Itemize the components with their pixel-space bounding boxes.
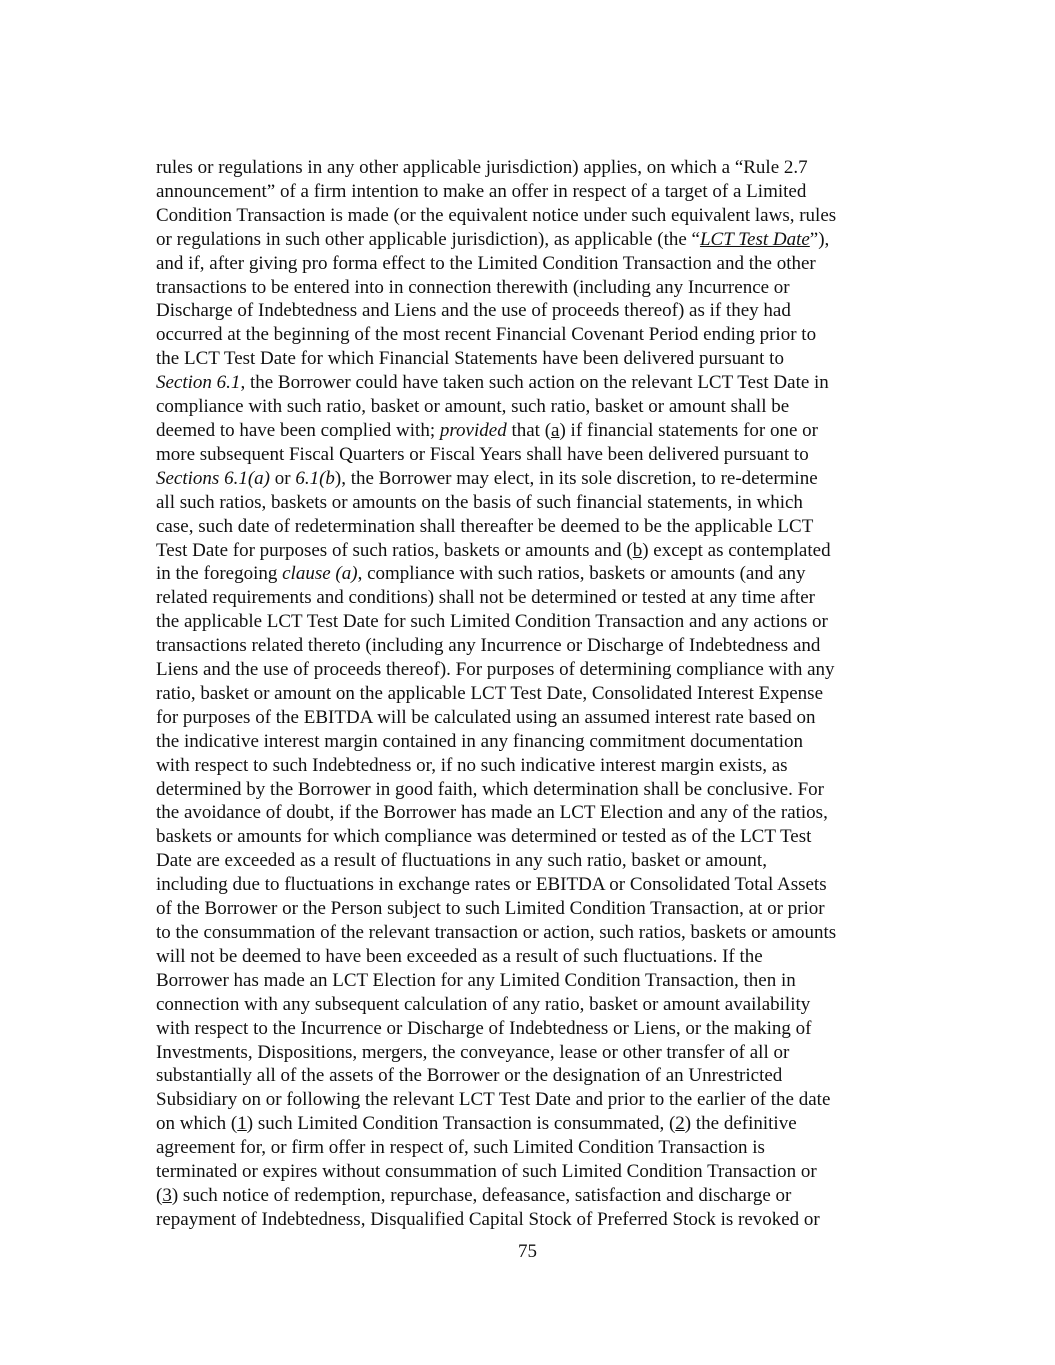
text-run: the applicable LCT Test Date for such Limited Condition Transaction and any actions or	[156, 611, 828, 633]
text-run: ) except as contemplated	[642, 539, 831, 561]
text-line	[156, 252, 916, 276]
text-line	[156, 443, 916, 467]
text-run: determined by the Borrower in good faith, which determination shall be conclusive. For	[156, 778, 824, 800]
text-line	[156, 801, 916, 825]
text-line	[156, 682, 916, 706]
text-run: transactions related thereto (including any Incurrence or Discharge of Indebtedness and	[156, 635, 821, 657]
text-run: related requirements and conditions) shall not be determined or tested at any time after	[156, 587, 815, 609]
text-run: connection with any subsequent calculation of any ratio, basket or amount availability	[156, 993, 811, 1015]
text-run: Condition Transaction is made (or the equivalent notice under such equivalent laws, rules	[156, 204, 837, 226]
text-line	[156, 969, 916, 993]
text-run: Subsidiary on or following the relevant LCT Test Date and prior to the earlier of the date	[156, 1089, 831, 1111]
text-run: ) the definitive	[684, 1113, 797, 1135]
text-line	[156, 347, 916, 371]
text-line	[156, 276, 916, 300]
text-run: the indicative interest margin contained in any financing commitment documentation	[156, 730, 804, 752]
text-run: including due to fluctuations in exchange rates or EBITDA or Consolidated Total Assets	[156, 874, 827, 896]
text-run: , the Borrower could have taken such action on the relevant LCT Test Date in	[240, 372, 829, 394]
text-line	[156, 658, 916, 682]
text-run: deemed to have been complied with;	[156, 419, 440, 441]
text-line	[156, 1041, 916, 1065]
text-run: Sections 6.1(a)	[156, 467, 270, 489]
text-line	[156, 1208, 916, 1232]
text-run: substantially all of the assets of the Borrower or the designation of an Unrestricted	[156, 1065, 783, 1087]
text-run: a	[551, 419, 560, 441]
text-run: terminated or expires without consummation of such Limited Condition Transaction or	[156, 1161, 817, 1183]
text-run: to the consummation of the relevant transaction or action, such ratios, baskets or amounts	[156, 922, 837, 943]
text-run: more subsequent Fiscal Quarters or Fiscal Years shall have been delivered pursuant to	[156, 443, 809, 465]
text-line	[156, 562, 916, 586]
text-line	[156, 754, 916, 778]
text-run: 2	[675, 1113, 685, 1135]
text-line	[156, 1064, 916, 1088]
text-line	[156, 1136, 916, 1160]
text-run: Test Date for purposes of such ratios, baskets or amounts and (	[156, 539, 633, 561]
text-run: b	[632, 539, 643, 561]
text-run: Section 6.1	[156, 372, 241, 394]
text-run: 1	[237, 1113, 247, 1135]
text-run: compliance with such ratio, basket or amount, such ratio, basket or amount shall be	[156, 396, 790, 418]
text-run: repayment of Indebtedness, Disqualified Capital Stock of Preferred Stock is revoked or	[156, 1208, 820, 1230]
text-line	[156, 921, 916, 945]
text-run: transactions to be entered into in connection therewith (including any Incurrence or	[156, 276, 790, 298]
text-line	[156, 299, 916, 323]
text-run: (	[156, 1184, 163, 1206]
text-line	[156, 873, 916, 897]
text-line	[156, 706, 916, 730]
text-line	[156, 204, 916, 228]
text-run: Borrower has made an LCT Election for any Limited Condition Transaction, then in	[156, 969, 796, 991]
text-run: Date are exceeded as a result of fluctuations in any such ratio, basket or amount,	[156, 850, 767, 872]
text-line	[156, 323, 916, 347]
text-run: ) such notice of redemption, repurchase, defeasance, satisfaction and discharge or	[171, 1184, 792, 1206]
text-run: announcement” of a firm intention to make an offer in respect of a target of a Limited	[156, 180, 807, 202]
text-line	[156, 1017, 916, 1041]
text-run: 3	[162, 1184, 172, 1206]
text-line	[156, 778, 916, 802]
text-line	[156, 395, 916, 419]
text-run: , compliance with such ratios, baskets or amounts (and any	[357, 563, 806, 585]
text-run: occurred at the beginning of the most recent Financial Covenant Period ending prior to	[156, 324, 817, 346]
text-line	[156, 228, 916, 252]
text-run: ) such Limited Condition Transaction is consummated, (	[246, 1113, 676, 1135]
text-run: or regulations in such other applicable jurisdiction), as applicable (the “	[156, 228, 700, 250]
text-run: the avoidance of doubt, if the Borrower has made an LCT Election and any of the ratios,	[156, 802, 828, 824]
text-run: Discharge of Indebtedness and Liens and the use of proceeds thereof) as if they had	[156, 300, 791, 322]
text-line	[156, 180, 916, 204]
text-line	[156, 610, 916, 634]
page-number: 75	[518, 1241, 537, 1262]
text-run: Liens and the use of proceeds thereof). For purposes of determining compliance with any	[156, 659, 835, 681]
text-run: ratio, basket or amount on the applicable LCT Test Date, Consolidated Interest Expense	[156, 682, 824, 704]
text-line	[156, 897, 916, 921]
text-line	[156, 849, 916, 873]
text-run: ”),	[809, 228, 830, 250]
text-run: for purposes of the EBITDA will be calculated using an assumed interest rate based on	[156, 706, 816, 728]
text-run: LCT Test Date	[699, 228, 810, 250]
text-line	[156, 467, 916, 491]
text-line	[156, 993, 916, 1017]
text-run: ), the Borrower may elect, in its sole discretion, to re-determine	[334, 467, 818, 489]
text-line	[156, 491, 916, 515]
text-run: ) if financial statements for one or	[559, 419, 818, 441]
text-run: or	[269, 467, 296, 489]
text-run: case, such date of redetermination shall thereafter be deemed to be the applicable LCT	[156, 515, 814, 537]
text-line	[156, 515, 916, 539]
text-line	[156, 419, 916, 443]
text-line	[156, 1088, 916, 1112]
text-line	[156, 730, 916, 754]
text-run: 6.1(b	[295, 467, 335, 489]
text-line	[156, 634, 916, 658]
text-run: agreement for, or firm offer in respect of, such Limited Condition Transaction is	[156, 1137, 765, 1159]
text-line	[156, 1112, 916, 1136]
text-run: and if, after giving pro forma effect to the Limited Condition Transaction and the other	[156, 252, 816, 274]
text-run: clause (a)	[282, 563, 358, 585]
text-run: baskets or amounts for which compliance was determined or tested as of the LCT Test	[156, 826, 812, 848]
text-run: on which (	[156, 1113, 238, 1135]
text-line	[156, 156, 916, 180]
text-line	[156, 371, 916, 395]
text-run: with respect to such Indebtedness or, if no such indicative interest margin exists, as	[156, 754, 788, 776]
text-run: the LCT Test Date for which Financial Statements have been delivered pursuant to	[156, 348, 784, 370]
text-run: will not be deemed to have been exceeded as a result of such fluctuations. If the	[156, 945, 763, 967]
text-line	[156, 586, 916, 610]
text-run: in the foregoing	[156, 563, 283, 585]
text-run: that (	[506, 419, 552, 441]
text-run: of the Borrower or the Person subject to such Limited Condition Transaction, at or prior	[156, 898, 825, 920]
body-paragraph	[156, 156, 916, 1232]
text-run: all such ratios, baskets or amounts on the basis of such financial statements, in which	[156, 491, 803, 513]
text-run: with respect to the Incurrence or Discharge of Indebtedness or Liens, or the making of	[156, 1017, 812, 1039]
text-line	[156, 1160, 916, 1184]
text-run: rules or regulations in any other applicable jurisdiction) applies, on which a “Rule 2.7	[156, 157, 808, 178]
text-run: Investments, Dispositions, mergers, the conveyance, lease or other transfer of all or	[156, 1041, 790, 1063]
text-line	[156, 945, 916, 969]
text-run: provided	[439, 419, 507, 441]
text-line	[156, 539, 916, 563]
text-line	[156, 1184, 916, 1208]
text-line	[156, 825, 916, 849]
